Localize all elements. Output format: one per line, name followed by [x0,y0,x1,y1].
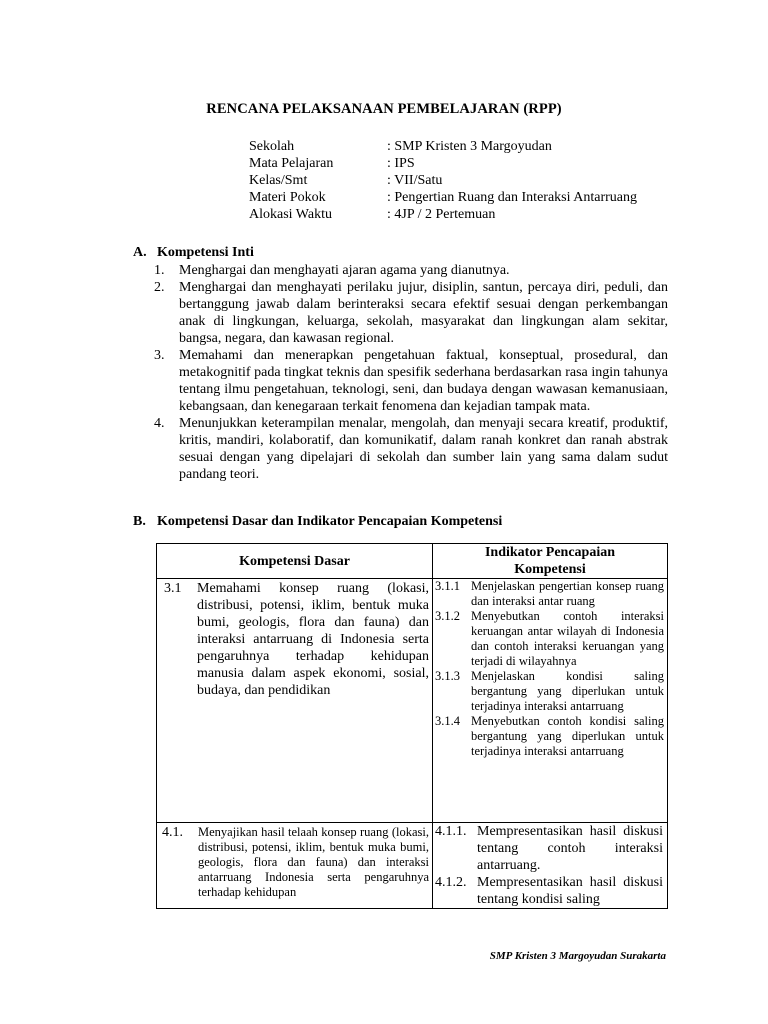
indicator-item [433,874,667,908]
indicator-number: 3.1.1 [435,579,460,593]
header-kompetensi-dasar: Kompetensi Dasar [157,544,433,579]
identity-value: : Pengertian Ruang dan Interaksi Antarruang [387,190,637,205]
identity-label: Alokasi Waktu [249,207,332,222]
page-footer: SMP Kristen 3 Margoyudan Surakarta [489,950,666,962]
list-text: Menunjukkan keterampilan menalar, mengolah, dan menyaji secara kreatif, produktif, kritis, mandiri, kolaboratif, dan komunikatif, dalam ranah konkret dan ranah abstrak sesuai dengan yang dipelajari di sekolah dan sumber lain yang sama dalam sudut pandang teori. [179,416,668,482]
indicator-number: 3.1.4 [435,714,460,728]
indicator-item [433,669,667,714]
section-b-heading [133,514,502,530]
kd-cell [157,579,433,823]
identity-block [249,138,637,223]
indicator-number: 4.1.1. [435,824,467,839]
document-title: RENCANA PELAKSANAAN PEMBELAJARAN (RPP) [206,101,562,117]
section-a-heading [133,245,254,261]
identity-label: Sekolah [249,139,295,154]
indicator-text: Menyebutkan contoh interaksi keruangan antar wilayah di Indonesia dan contoh interaksi keruangan yang terjadi di wilayahnya [471,609,664,668]
identity-row [249,206,637,223]
identity-row [249,172,637,189]
section-title: Kompetensi Inti [157,245,254,260]
indicator-number: 4.1.2. [435,875,467,890]
list-text: Menghargai dan menghayati perilaku jujur, disiplin, santun, percaya diri, peduli, dan bertanggung jawab dalam berinteraksi secara efektif sesuai dengan perkembangan anak di lingkungan, keluarga, sekolah, masyarakat dan lingkungan alam sekitar, bangsa, negara, dan kawasan regional. [179,280,668,346]
kompetensi-inti-list [154,262,668,483]
indicator-item [433,714,667,759]
table-row [157,823,668,909]
list-item [154,415,668,483]
list-text: Memahami dan menerapkan pengetahuan faktual, konseptual, prosedural, dan metakognitif pada tingkat teknis dan spesifik sederhana berdasarkan rasa ingin tahunya tentang ilmu pengetahuan, teknologi, seni, dan budaya dengan wawasan kemanusiaan, kebangsaan, dan kenegaraan terkait fenomena dan kejadian tampak mata. [179,348,668,414]
indicator-text: Mempresentasikan hasil diskusi tentang kondisi saling [477,875,663,907]
identity-value: : SMP Kristen 3 Margoyudan [387,139,552,154]
indicator-cell [433,579,668,823]
indicator-cell [433,823,668,909]
indicator-item [433,579,667,609]
identity-label: Kelas/Smt [249,173,308,188]
kd-number: 4.1. [162,825,183,840]
header-indikator: Indikator Pencapaian Kompetensi [433,544,668,579]
list-item [154,279,668,347]
indicator-text: Menjelaskan pengertian konsep ruang dan interaksi antar ruang [471,579,664,608]
indicator-text: Menjelaskan kondisi saling bergantung yang diperlukan untuk terjadinya interaksi antarruang [471,669,664,713]
list-number: 4. [154,416,165,431]
list-item [154,347,668,415]
identity-label: Mata Pelajaran [249,156,334,171]
kd-text: Menyajikan hasil telaah konsep ruang (lokasi, distribusi, potensi, iklim, bentuk muka bumi, geologis, flora dan fauna) dan interaksi antarruang Indonesia serta pengaruhnya terhadap kehidupan [198,825,429,899]
indicator-item [433,609,667,669]
identity-row [249,189,637,206]
section-letter: B. [133,514,146,529]
kd-entry [157,579,432,699]
identity-value: : 4JP / 2 Pertemuan [387,207,496,222]
list-number: 1. [154,263,165,278]
identity-label: Materi Pokok [249,190,326,205]
list-text: Menghargai dan menghayati ajaran agama yang dianutnya. [179,263,510,278]
table-header-row [157,544,668,579]
kd-entry [157,823,432,900]
section-letter: A. [133,245,147,260]
list-number: 2. [154,280,165,295]
kd-number: 3.1 [164,581,182,596]
indicator-item [433,823,667,874]
list-item [154,262,668,279]
identity-value: : VII/Satu [387,173,443,188]
identity-row [249,155,637,172]
identity-value: : IPS [387,156,415,171]
indicator-number: 3.1.2 [435,609,460,623]
kompetensi-table [156,543,668,909]
section-title: Kompetensi Dasar dan Indikator Pencapaian Kompetensi [157,514,503,529]
indicator-text: Menyebutkan contoh kondisi saling bergantung yang diperlukan untuk terjadinya interaksi antarruang [471,714,664,758]
indicator-text: Mempresentasikan hasil diskusi tentang contoh interaksi antarruang. [477,824,663,873]
kd-cell [157,823,433,909]
list-number: 3. [154,348,165,363]
kd-text: Memahami konsep ruang (lokasi, distribusi, potensi, iklim, bentuk muka bumi, geologis, flora dan fauna) dan interaksi antarruang di Indonesia serta pengaruhnya terhadap kehidupan manusia dalam aspek ekonomi, sosial, budaya, dan pendidikan [197,581,429,698]
table-row [157,579,668,823]
indicator-number: 3.1.3 [435,669,460,683]
identity-row [249,138,637,155]
